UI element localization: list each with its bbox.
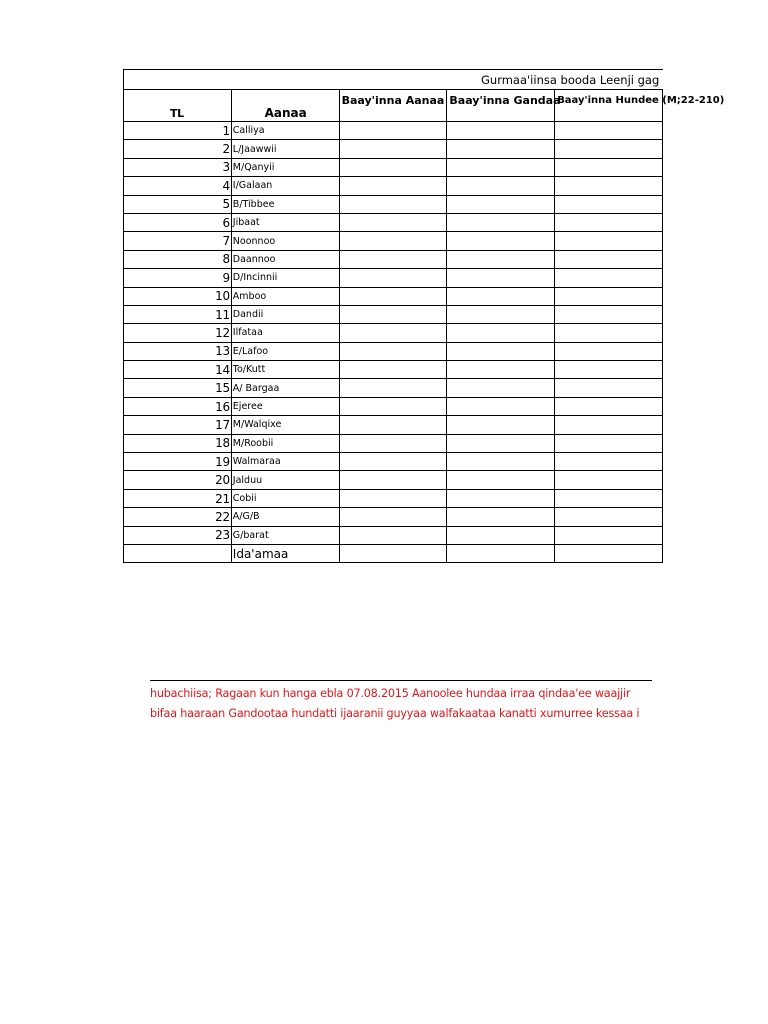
cell-baayinna-gandaa[interactable] <box>447 122 555 140</box>
note-line-1[interactable]: hubachiisa; Ragaan kun hanga ebla 07.08.2015 Aanoolee hundaa irraa qindaa'ee waajjir <box>150 687 631 700</box>
cell-baayinna-aanaa[interactable] <box>339 250 447 268</box>
cell-baayinna-gandaa[interactable] <box>447 526 555 544</box>
row-number[interactable]: 5 <box>124 195 232 213</box>
cell-baayinna-hundee[interactable] <box>555 526 663 544</box>
total-baayinna-hundee[interactable] <box>555 544 663 562</box>
cell-baayinna-hundee[interactable] <box>555 269 663 287</box>
cell-baayinna-hundee[interactable] <box>555 508 663 526</box>
cell-baayinna-hundee[interactable] <box>555 453 663 471</box>
row-number[interactable]: 22 <box>124 508 232 526</box>
cell-baayinna-aanaa[interactable] <box>339 140 447 158</box>
cell-baayinna-aanaa[interactable] <box>339 489 447 507</box>
row-aanaa-name[interactable]: G/barat <box>231 526 339 544</box>
table-row <box>124 324 663 342</box>
total-label[interactable]: Ida'amaa <box>231 544 339 562</box>
row-aanaa-name[interactable]: To/Kutt <box>231 361 339 379</box>
table-row <box>124 195 663 213</box>
table-row <box>124 416 663 434</box>
cell-baayinna-hundee[interactable] <box>555 434 663 452</box>
row-aanaa-name[interactable]: Amboo <box>231 287 339 305</box>
row-number[interactable]: 12 <box>124 324 232 342</box>
table-row <box>124 526 663 544</box>
cell-baayinna-gandaa[interactable] <box>447 269 555 287</box>
cell-baayinna-aanaa[interactable] <box>339 471 447 489</box>
row-aanaa-name[interactable]: I/Galaan <box>231 177 339 195</box>
cell-baayinna-hundee[interactable] <box>555 361 663 379</box>
table-row <box>124 158 663 176</box>
cell-baayinna-hundee[interactable] <box>555 140 663 158</box>
cell-baayinna-aanaa[interactable] <box>339 416 447 434</box>
row-aanaa-name[interactable]: A/G/B <box>231 508 339 526</box>
cell-baayinna-gandaa[interactable] <box>447 158 555 176</box>
cell-baayinna-gandaa[interactable] <box>447 195 555 213</box>
header-baayinna-hundee[interactable]: Baay'inna Hundee (M;22-210) <box>555 90 663 122</box>
header-tl[interactable]: TL <box>124 90 232 122</box>
cell-baayinna-aanaa[interactable] <box>339 434 447 452</box>
cell-baayinna-hundee[interactable] <box>555 287 663 305</box>
cell-baayinna-hundee[interactable] <box>555 158 663 176</box>
table-row <box>124 232 663 250</box>
cell-baayinna-aanaa[interactable] <box>339 195 447 213</box>
cell-baayinna-aanaa[interactable] <box>339 379 447 397</box>
row-number[interactable]: 15 <box>124 379 232 397</box>
title-row <box>124 70 663 90</box>
cell-baayinna-gandaa[interactable] <box>447 489 555 507</box>
row-aanaa-name[interactable]: D/Incinnii <box>231 269 339 287</box>
row-aanaa-name[interactable]: M/Walqixe <box>231 416 339 434</box>
cell-baayinna-aanaa[interactable] <box>339 305 447 323</box>
row-number[interactable]: 3 <box>124 158 232 176</box>
row-number[interactable]: 9 <box>124 269 232 287</box>
cell-baayinna-aanaa[interactable] <box>339 397 447 415</box>
cell-baayinna-gandaa[interactable] <box>447 508 555 526</box>
row-number[interactable]: 2 <box>124 140 232 158</box>
header-baayinna-gandaa[interactable]: Baay'inna Gandaa <box>447 90 555 122</box>
cell-baayinna-hundee[interactable] <box>555 250 663 268</box>
row-number[interactable]: 7 <box>124 232 232 250</box>
cell-baayinna-aanaa[interactable] <box>339 287 447 305</box>
row-number[interactable]: 6 <box>124 213 232 231</box>
row-number[interactable]: 17 <box>124 416 232 434</box>
row-aanaa-name[interactable]: Jalduu <box>231 471 339 489</box>
cell-baayinna-hundee[interactable] <box>555 397 663 415</box>
cell-baayinna-hundee[interactable] <box>555 213 663 231</box>
cell-baayinna-gandaa[interactable] <box>447 250 555 268</box>
cell-baayinna-aanaa[interactable] <box>339 269 447 287</box>
row-number[interactable]: 16 <box>124 397 232 415</box>
notes-block <box>150 680 652 724</box>
row-aanaa-name[interactable]: Dandii <box>231 305 339 323</box>
table-row <box>124 305 663 323</box>
cell-baayinna-aanaa[interactable] <box>339 177 447 195</box>
cell-baayinna-gandaa[interactable] <box>447 434 555 452</box>
cell-baayinna-gandaa[interactable] <box>447 416 555 434</box>
row-number[interactable]: 1 <box>124 122 232 140</box>
row-aanaa-name[interactable]: E/Lafoo <box>231 342 339 360</box>
row-number[interactable]: 11 <box>124 305 232 323</box>
cell-baayinna-hundee[interactable] <box>555 489 663 507</box>
table-row <box>124 379 663 397</box>
row-number[interactable]: 18 <box>124 434 232 452</box>
cell-baayinna-hundee[interactable] <box>555 416 663 434</box>
cell-baayinna-hundee[interactable] <box>555 305 663 323</box>
header-baayinna-aanaa[interactable]: Baay'inna Aanaa <box>339 90 447 122</box>
row-aanaa-name[interactable]: L/Jaawwii <box>231 140 339 158</box>
row-aanaa-name[interactable]: M/Roobii <box>231 434 339 452</box>
total-baayinna-gandaa[interactable] <box>447 544 555 562</box>
cell-baayinna-hundee[interactable] <box>555 324 663 342</box>
table-row <box>124 269 663 287</box>
cell-baayinna-gandaa[interactable] <box>447 305 555 323</box>
row-number[interactable]: 8 <box>124 250 232 268</box>
row-aanaa-name[interactable]: B/Tibbee <box>231 195 339 213</box>
table-row <box>124 342 663 360</box>
table-row <box>124 397 663 415</box>
data-table <box>123 69 725 563</box>
table-row <box>124 508 663 526</box>
cell-baayinna-aanaa[interactable] <box>339 158 447 176</box>
row-aanaa-name[interactable]: Cobii <box>231 489 339 507</box>
cell-baayinna-hundee[interactable] <box>555 195 663 213</box>
row-number[interactable]: 13 <box>124 342 232 360</box>
cell-baayinna-aanaa[interactable] <box>339 361 447 379</box>
sheet-title[interactable]: Gurmaa'iinsa booda Leenji gag <box>124 70 663 90</box>
cell-baayinna-aanaa[interactable] <box>339 508 447 526</box>
table-row <box>124 361 663 379</box>
row-number[interactable]: 4 <box>124 177 232 195</box>
table-row <box>124 287 663 305</box>
table-row <box>124 140 663 158</box>
cell-baayinna-aanaa[interactable] <box>339 213 447 231</box>
row-number[interactable]: 23 <box>124 526 232 544</box>
cell-baayinna-hundee[interactable] <box>555 471 663 489</box>
cell-baayinna-aanaa[interactable] <box>339 526 447 544</box>
cell-baayinna-hundee[interactable] <box>555 379 663 397</box>
row-aanaa-name[interactable]: Ilfataa <box>231 324 339 342</box>
cell-baayinna-gandaa[interactable] <box>447 177 555 195</box>
cell-baayinna-gandaa[interactable] <box>447 379 555 397</box>
cell-baayinna-gandaa[interactable] <box>447 453 555 471</box>
row-aanaa-name[interactable]: Daannoo <box>231 250 339 268</box>
table-row <box>124 471 663 489</box>
cell-baayinna-gandaa[interactable] <box>447 287 555 305</box>
row-aanaa-name[interactable]: Calliya <box>231 122 339 140</box>
cell-baayinna-gandaa[interactable] <box>447 471 555 489</box>
table-row <box>124 453 663 471</box>
total-baayinna-aanaa[interactable] <box>339 544 447 562</box>
row-number[interactable]: 19 <box>124 453 232 471</box>
row-number[interactable]: 14 <box>124 361 232 379</box>
table-row <box>124 122 663 140</box>
total-row <box>124 544 663 562</box>
row-number[interactable]: 20 <box>124 471 232 489</box>
row-number[interactable]: 21 <box>124 489 232 507</box>
cell-baayinna-gandaa[interactable] <box>447 324 555 342</box>
header-row <box>124 90 663 122</box>
row-aanaa-name[interactable]: Walmaraa <box>231 453 339 471</box>
cell-baayinna-hundee[interactable] <box>555 177 663 195</box>
table-row <box>124 177 663 195</box>
note-line-2[interactable]: bifaa haaraan Gandootaa hundatti ijaaranii guyyaa walfakaataa kanatti xumurree kessaa i <box>150 707 640 720</box>
cell-baayinna-gandaa[interactable] <box>447 361 555 379</box>
cell-baayinna-gandaa[interactable] <box>447 213 555 231</box>
cell-baayinna-gandaa[interactable] <box>447 342 555 360</box>
total-row-number[interactable] <box>124 544 232 562</box>
cell-baayinna-aanaa[interactable] <box>339 232 447 250</box>
cell-baayinna-gandaa[interactable] <box>447 397 555 415</box>
row-aanaa-name[interactable]: M/Qanyii <box>231 158 339 176</box>
cell-baayinna-gandaa[interactable] <box>447 232 555 250</box>
row-aanaa-name[interactable]: Jibaat <box>231 213 339 231</box>
table-row <box>124 213 663 231</box>
cell-baayinna-gandaa[interactable] <box>447 140 555 158</box>
cell-baayinna-hundee[interactable] <box>555 122 663 140</box>
row-aanaa-name[interactable]: A/ Bargaa <box>231 379 339 397</box>
cell-baayinna-aanaa[interactable] <box>339 453 447 471</box>
cell-baayinna-hundee[interactable] <box>555 232 663 250</box>
row-aanaa-name[interactable]: Noonnoo <box>231 232 339 250</box>
cell-baayinna-aanaa[interactable] <box>339 122 447 140</box>
row-number[interactable]: 10 <box>124 287 232 305</box>
table-row <box>124 250 663 268</box>
spreadsheet <box>123 69 725 605</box>
table-row <box>124 434 663 452</box>
cell-baayinna-aanaa[interactable] <box>339 342 447 360</box>
cell-baayinna-hundee[interactable] <box>555 342 663 360</box>
header-aanaa[interactable]: Aanaa <box>231 90 339 122</box>
table-row <box>124 489 663 507</box>
cell-baayinna-aanaa[interactable] <box>339 324 447 342</box>
row-aanaa-name[interactable]: Ejeree <box>231 397 339 415</box>
